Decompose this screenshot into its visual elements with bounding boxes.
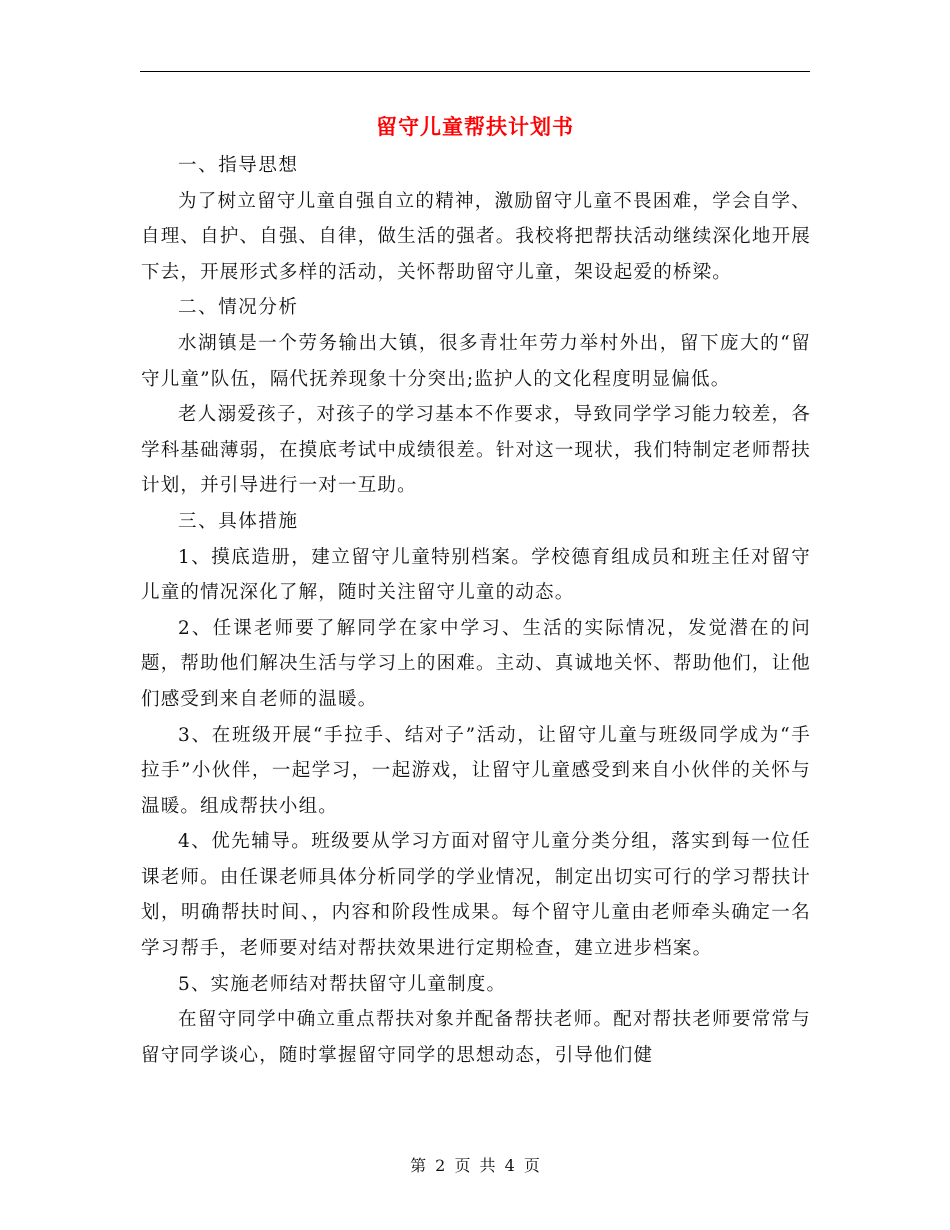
paragraph-guiding-ideology: 为了树立留守儿童自强自立的精神，激励留守儿童不畏困难，学会自学、自理、自护、自强、自律，做生活的强者。我校将把帮扶活动继续深化地开展下去，开展形式多样的活动，关怀帮助留守儿童，架设起爱的桥梁。 [141, 190, 811, 283]
section-heading-situation-analysis: 二、情况分析 [178, 297, 299, 319]
paragraph-measure-5: 5、实施老师结对帮扶留守儿童制度。 [178, 973, 507, 995]
paragraph-measure-4: 4、优先辅导。班级要从学习方面对留守儿童分类分组，落实到每一位任课老师。由任课老师具体分析同学的学业情况，制定出切实可行的学习帮扶计划，明确帮扶时间、，内容和阶段性成果。每个留守儿童由老师牵头确定一名学习帮手，老师要对结对帮扶效果进行定期检查，建立进步档案。 [141, 831, 811, 960]
paragraph-measure-1: 1、摸底造册，建立留守儿童特别档案。学校德育组成员和班主任对留守儿童的情况深化了解，随时关注留守儿童的动态。 [141, 546, 811, 604]
paragraph-situation-1: 水湖镇是一个劳务输出大镇，很多青壮年劳力举村外出，留下庞大的“留守儿童”队伍，隔代抚养现象十分突出;监护人的文化程度明显偏低。 [141, 332, 811, 390]
document-title: 留守儿童帮扶计划书 [376, 114, 574, 139]
header-rule [140, 71, 810, 72]
paragraph-situation-2: 老人溺爱孩子，对孩子的学习基本不作要求，导致同学学习能力较差，各学科基础薄弱，在摸底考试中成绩很差。针对这一现状，我们特制定老师帮扶计划，并引导进行一对一互助。 [141, 404, 811, 497]
paragraph-measure-2: 2、任课老师要了解同学在家中学习、生活的实际情况，发觉潜在的问题，帮助他们解决生活与学习上的困难。主动、真诚地关怀、帮助他们，让他们感受到来自老师的温暖。 [141, 617, 811, 710]
page-number-footer: 第 2 页 共 4 页 [410, 1156, 540, 1175]
paragraph-measure-5-detail: 在留守同学中确立重点帮扶对象并配备帮扶老师。配对帮扶老师要常常与留守同学谈心，随时掌握留守同学的思想动态，引导他们健 [141, 1009, 811, 1066]
section-heading-guiding-ideology: 一、指导思想 [178, 155, 299, 176]
document-body [141, 148, 811, 1073]
paragraph-measure-3: 3、在班级开展“手拉手、结对子”活动，让留守儿童与班级同学成为“手拉手”小伙伴，一起学习，一起游戏，让留守儿童感受到来自小伙伴的关怀与温暖。组成帮扶小组。 [141, 724, 811, 817]
section-heading-specific-measures: 三、具体措施 [178, 510, 299, 532]
